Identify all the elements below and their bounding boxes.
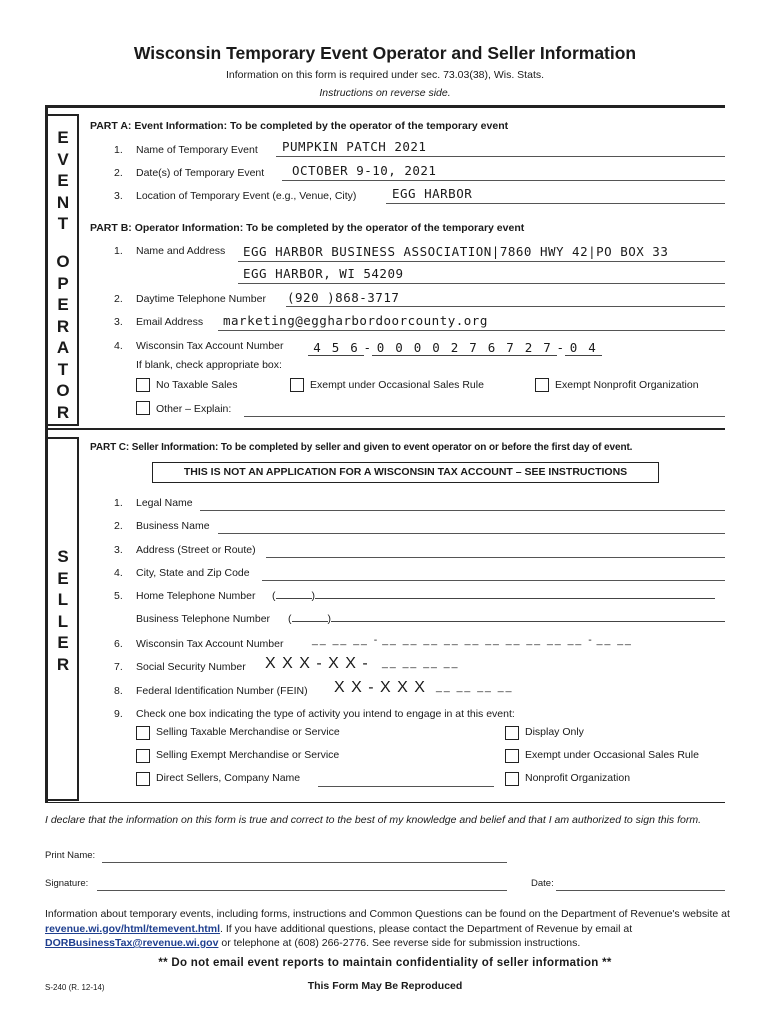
form-title: Wisconsin Temporary Event Operator and Seller Information <box>133 43 637 63</box>
part-a-1-num: 1. <box>114 144 123 156</box>
event-dates-value[interactable]: OCTOBER 9-10, 2021 <box>292 163 437 178</box>
event-side-label: E V E N T <box>56 128 70 233</box>
fein-mask: X X - X X X <box>334 679 426 696</box>
signature-line[interactable] <box>97 890 507 891</box>
other-explain-label: Other – Explain: <box>156 403 232 415</box>
direct-sellers-checkbox[interactable] <box>136 772 150 786</box>
selling-taxable-checkbox[interactable] <box>136 726 150 740</box>
print-name-label: Print Name: <box>45 850 96 861</box>
part-a-2-num: 2. <box>114 167 123 179</box>
operator-phone-line <box>286 306 725 307</box>
company-name-line[interactable] <box>318 786 494 787</box>
operator-occasional-sales-checkbox[interactable] <box>290 378 304 392</box>
reproduce-note: This Form May Be Reproduced <box>307 980 463 992</box>
operator-address-line1[interactable]: EGG HARBOR BUSINESS ASSOCIATION|7860 HWY 42|PO BOX 33 <box>243 244 669 259</box>
instructions-note: Instructions on reverse side. <box>319 87 451 99</box>
website-link[interactable]: revenue.wi.gov/html/temevent.html <box>45 922 221 935</box>
event-dates-label: Date(s) of Temporary Event <box>136 167 265 179</box>
operator-email-line <box>218 330 725 331</box>
business-phone-label: Business Telephone Number <box>136 613 271 625</box>
print-name-line[interactable] <box>102 862 507 863</box>
event-dates-line <box>282 180 725 181</box>
city-state-zip-label: City, State and Zip Code <box>136 567 250 579</box>
info-paragraph: Information about temporary events, including forms, instructions and Common Questions can be found on the Department of Revenue's website at revenue.wi.gov/html/temevent.html. If you have additional questions, please contact the Department of Revenue by email at DORBusinessTax@revenue.wi.gov or telephone at (608) 266-2776. See reverse side for submission instructions. <box>45 908 730 949</box>
no-taxable-sales-checkbox[interactable] <box>136 378 150 392</box>
part-b-4-num: 4. <box>114 340 123 352</box>
part-c-4-num: 4. <box>114 567 123 579</box>
ssn-mask: X X X - X X - <box>265 655 369 672</box>
operator-phone-label: Daytime Telephone Number <box>136 293 266 305</box>
fein-label: Federal Identification Number (FEIN) <box>136 685 308 697</box>
part-c-2-num: 2. <box>114 520 123 532</box>
operator-side-label: O P E R A T O R <box>56 252 70 422</box>
part-c-9-num: 9. <box>114 708 123 720</box>
part-c-8-num: 8. <box>114 685 123 697</box>
part-b-2-num: 2. <box>114 293 123 305</box>
home-phone-label: Home Telephone Number <box>136 590 256 602</box>
seller-occasional-sales-label: Exempt under Occasional Sales Rule <box>525 749 699 761</box>
seller-occasional-sales-checkbox[interactable] <box>505 749 519 763</box>
part-a-3-num: 3. <box>114 190 123 202</box>
operator-tax-account-value[interactable]: 4 5 6 - 0 0 0 0 2 7 6 7 2 7 - 0 4 <box>308 340 602 356</box>
part-c-5-num: 5. <box>114 590 123 602</box>
part-c-6-num: 6. <box>114 638 123 650</box>
operator-email-label: Email Address <box>136 316 204 328</box>
address-label: Address (Street or Route) <box>136 544 256 556</box>
exempt-nonprofit-checkbox[interactable] <box>535 378 549 392</box>
signature-label: Signature: <box>45 878 89 889</box>
selling-exempt-checkbox[interactable] <box>136 749 150 763</box>
nonprofit-checkbox[interactable] <box>505 772 519 786</box>
business-name-label: Business Name <box>136 520 210 532</box>
declaration-text: I declare that the information on this form is true and correct to the best of my knowledge and belief and that I am authorized to sign this form. <box>45 814 702 826</box>
operator-occasional-sales-label: Exempt under Occasional Sales Rule <box>310 379 484 391</box>
other-explain-line[interactable] <box>244 416 725 417</box>
exempt-nonprofit-label: Exempt Nonprofit Organization <box>555 379 699 391</box>
event-location-label: Location of Temporary Event (e.g., Venue, City) <box>136 190 357 202</box>
direct-sellers-label: Direct Sellers, Company Name <box>156 772 301 784</box>
display-only-label: Display Only <box>525 726 584 738</box>
event-name-line <box>276 156 725 157</box>
event-location-line <box>386 203 725 204</box>
legal-name-line[interactable] <box>200 510 725 511</box>
legal-name-label: Legal Name <box>136 497 193 509</box>
selling-exempt-label: Selling Exempt Merchandise or Service <box>156 749 340 761</box>
email-link[interactable]: DORBusinessTax@revenue.wi.gov <box>45 937 219 949</box>
part-c-heading: PART C: Seller Information: To be completed by seller and given to event operator on or before the first day of event. <box>90 442 633 453</box>
date-line[interactable] <box>556 890 725 891</box>
selling-taxable-label: Selling Taxable Merchandise or Service <box>156 726 340 738</box>
part-c-top-rule <box>45 428 725 430</box>
date-label: Date: <box>531 878 554 889</box>
part-b-heading: PART B: Operator Information: To be completed by the operator of the temporary event <box>90 222 525 234</box>
seller-tax-account-label: Wisconsin Tax Account Number <box>136 638 284 650</box>
operator-email-value[interactable]: marketing@eggharbordoorcounty.org <box>223 313 488 328</box>
nonprofit-label: Nonprofit Organization <box>525 772 631 784</box>
part-c-7-num: 7. <box>114 661 123 673</box>
part-c-3-num: 3. <box>114 544 123 556</box>
event-location-value[interactable]: EGG HARBOR <box>392 186 473 201</box>
part-a-heading: PART A: Event Information: To be completed by the operator of the temporary event <box>90 120 509 132</box>
business-name-line[interactable] <box>218 533 725 534</box>
display-only-checkbox[interactable] <box>505 726 519 740</box>
declaration-rule <box>45 802 725 803</box>
seller-side-label: S E L L E R <box>56 547 70 674</box>
not-application-notice: THIS IS NOT AN APPLICATION FOR A WISCONSIN TAX ACCOUNT – SEE INSTRUCTIONS <box>152 462 659 483</box>
part-c-1-num: 1. <box>114 497 123 509</box>
city-state-zip-line[interactable] <box>262 580 725 581</box>
event-name-label: Name of Temporary Event <box>136 144 258 156</box>
business-phone-field[interactable]: ( ) <box>288 613 725 625</box>
activity-label: Check one box indicating the type of activity you intend to engage in at this event: <box>136 708 515 720</box>
operator-address-line2-rule <box>238 283 725 284</box>
part-b-3-num: 3. <box>114 316 123 328</box>
operator-name-label: Name and Address <box>136 245 226 257</box>
fein-field[interactable]: __ __ __ __ <box>436 681 514 693</box>
address-line[interactable] <box>266 557 725 558</box>
form-id: S-240 (R. 12-14) <box>45 983 105 992</box>
statute-note: Information on this form is required under sec. 73.03(38), Wis. Stats. <box>225 69 545 81</box>
operator-tax-account-label: Wisconsin Tax Account Number <box>136 340 284 352</box>
part-b-1-num: 1. <box>114 245 123 257</box>
operator-address-line2[interactable]: EGG HARBOR, WI 54209 <box>243 266 404 281</box>
ssn-label: Social Security Number <box>136 661 246 673</box>
event-name-value[interactable]: PUMPKIN PATCH 2021 <box>282 139 427 154</box>
operator-phone-value[interactable]: (920 )868-3717 <box>287 290 400 305</box>
top-rule <box>45 105 725 108</box>
confidentiality-warning: ** Do not email event reports to maintain confidentiality of seller information ** <box>158 957 612 969</box>
blank-note: If blank, check appropriate box: <box>136 359 282 371</box>
other-checkbox[interactable] <box>136 401 150 415</box>
seller-tax-account-field[interactable]: __ __ __ - __ __ __ __ __ __ __ __ __ __ - __ __ <box>312 634 633 646</box>
no-taxable-sales-label: No Taxable Sales <box>156 379 238 391</box>
ssn-field[interactable]: __ __ __ __ <box>382 657 460 669</box>
home-phone-field[interactable]: ( ) <box>272 590 715 602</box>
operator-address-line1-rule <box>238 261 725 262</box>
